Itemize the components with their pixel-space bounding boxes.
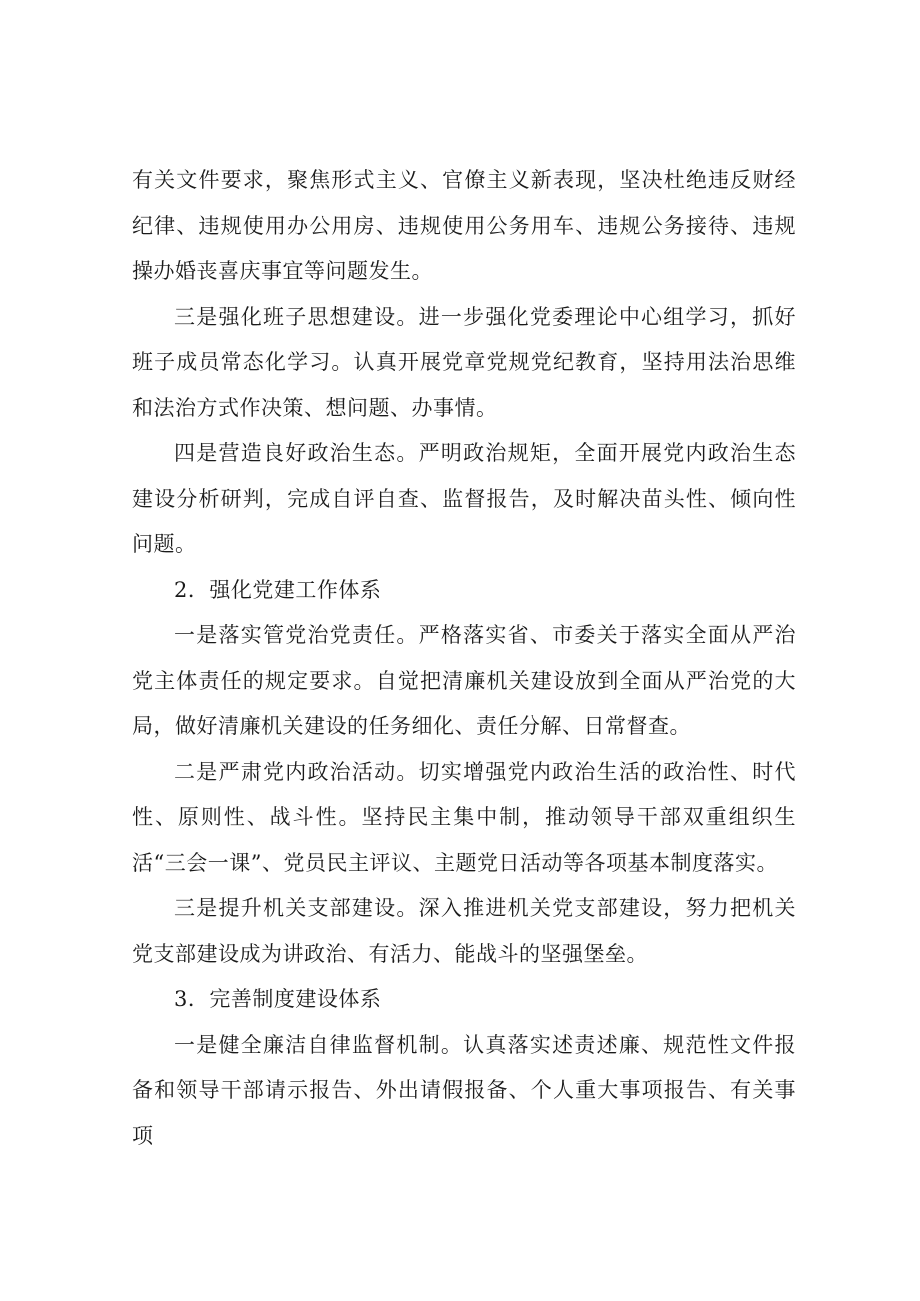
- section-heading-system-building: 3．完善制度建设体系: [174, 987, 382, 1011]
- paragraph-branch-building: 三是提升机关支部建设。深入推进机关党支部建设，努力把机关党支部建设成为讲政治、有活力、能战斗的坚强堡垒。: [132, 896, 796, 966]
- paragraph-political-ecology: 四是营造良好政治生态。严明政治规矩，全面开展党内政治生态建设分析研判，完成自评自查、监督报告，及时解决苗头性、倾向性问题。: [132, 441, 796, 556]
- document-body: [132, 158, 796, 1159]
- section-heading-party-building: 2．强化党建工作体系: [174, 577, 382, 602]
- paragraph-continuation: 有关文件要求，聚焦形式主义、官僚主义新表现，坚决杜绝违反财经纪律、违规使用办公用房、违规使用公务用车、违规公务接待、违规操办婚丧喜庆事宜等问题发生。: [132, 168, 796, 283]
- paragraph-supervision-mechanism: 一是健全廉洁自律监督机制。认真落实述责述廉、规范性文件报备和领导干部请示报告、外出请假报备、个人重大事项报告、有关事项: [132, 1032, 796, 1148]
- paragraph-political-activity: 二是严肃党内政治活动。切实增强党内政治生活的政治性、时代性、原则性、战斗性。坚持民主集中制，推动领导干部双重组织生活“三会一课”、党员民主评议、主题党日活动等各项基本制度落实。: [132, 759, 796, 875]
- paragraph-team-ideology: 三是强化班子思想建设。进一步强化党委理论中心组学习，抓好班子成员常态化学习。认真开展党章党规党纪教育，坚持用法治思维和法治方式作决策、想问题、办事情。: [132, 304, 796, 420]
- paragraph-party-responsibility: 一是落实管党治党责任。严格落实省、市委关于落实全面从严治党主体责任的规定要求。自觉把清廉机关建设放到全面从严治党的大局，做好清廉机关建设的任务细化、责任分解、日常督查。: [132, 623, 796, 738]
